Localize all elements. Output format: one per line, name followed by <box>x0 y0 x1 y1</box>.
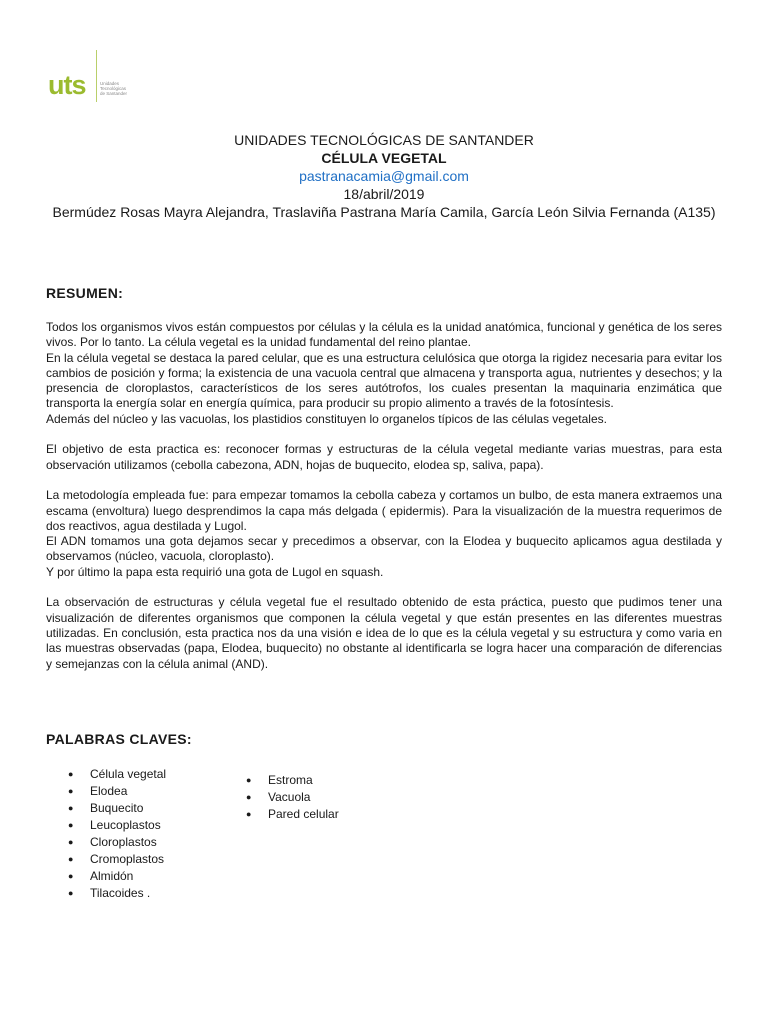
bullet-icon: ● <box>246 792 252 802</box>
keyword-label: Tilacoides . <box>90 886 151 900</box>
bullet-icon: ● <box>68 786 74 796</box>
keyword-label: Almidón <box>90 869 134 883</box>
uts-logo <box>48 48 144 104</box>
logo-mark: uts <box>48 70 86 100</box>
list-item <box>68 868 166 885</box>
logo-divider <box>96 50 97 102</box>
list-item <box>68 817 166 834</box>
keyword-label: Célula vegetal <box>90 767 167 781</box>
document-date: 18/abril/2019 <box>343 186 425 202</box>
bullet-icon: ● <box>68 820 74 830</box>
document-header <box>0 131 768 221</box>
keyword-label: Cromoplastos <box>90 852 165 866</box>
keyword-label: Estroma <box>268 773 313 787</box>
keyword-label: Cloroplastos <box>90 835 157 849</box>
bullet-icon: ● <box>68 837 74 847</box>
author-list: Bermúdez Rosas Mayra Alejandra, Traslaviña Pastrana María Camila, García León Silvia Fernanda (A135) <box>52 204 716 220</box>
bullet-icon: ● <box>68 854 74 864</box>
list-item <box>246 789 339 806</box>
bullet-icon: ● <box>246 809 252 819</box>
bullet-icon: ● <box>68 803 74 813</box>
resumen-paragraph-conclusion: La observación de estructuras y célula vegetal fue el resultado obtenido de esta práctica, puesto que pudimos tener una visualización de diferentes organismos que componen la célula vegetal y que están presentes en las diferentes muestras utilizadas. En conclusión, esta practica nos da una visión e idea de lo que es la célula vegetal y su estructura y como varia en las muestras observadas (papa, Elodea, buquecito) no obstante al identificarla se logra hacer una comparación de diferencias y semejanzas con la célula animal (AND). <box>46 595 722 671</box>
bullet-icon: ● <box>68 888 74 898</box>
keywords-list-column-2 <box>246 772 339 823</box>
list-item <box>68 834 166 851</box>
resumen-heading: RESUMEN: <box>46 285 124 301</box>
resumen-paragraph-intro: Todos los organismos vivos están compuestos por células y la célula es la unidad anatómica, funcional y genética de los seres vivos. Por lo tanto. La célula vegetal es la unidad fundamental del reino plantae. En la célula vegetal se destaca la pared celular, que es una estructura celulósica que otorga la rigidez necesaria para evitar los cambios de posición y forma; la existencia de una vacuola central que almacena y transporta agua, nutrientes y desechos; y la presencia de cloroplastos, característicos de los seres autótrofos, los cuales presentan la maquinaria enzimática que transporta la energía solar en energía química, para producir su propio alimento a través de la fotosíntesis. Además del núcleo y las vacuolas, los plastidios constituyen lo organelos típicos de las células vegetales. <box>46 320 722 426</box>
list-item <box>246 806 339 823</box>
keyword-label: Elodea <box>90 784 128 798</box>
bullet-icon: ● <box>68 769 74 779</box>
keywords-heading: PALABRAS CLAVES: <box>46 731 192 747</box>
list-item <box>68 885 166 902</box>
keyword-label: Pared celular <box>268 807 339 821</box>
keyword-label: Buquecito <box>90 801 144 815</box>
keyword-label: Vacuola <box>268 790 311 804</box>
resumen-body <box>46 320 722 672</box>
author-email-link[interactable]: pastranacamia@gmail.com <box>299 168 469 184</box>
institution-name: UNIDADES TECNOLÓGICAS DE SANTANDER <box>234 132 534 148</box>
list-item <box>68 800 166 817</box>
list-item <box>68 766 166 783</box>
bullet-icon: ● <box>68 871 74 881</box>
list-item <box>68 851 166 868</box>
list-item <box>68 783 166 800</box>
keywords-list-column-1 <box>68 766 166 902</box>
list-item <box>246 772 339 789</box>
resumen-paragraph-objective: El objetivo de esta practica es: reconocer formas y estructuras de la célula vegetal mediante varias muestras, para esta observación utilizamos (cebolla cabezona, ADN, hojas de buquecito, elodea sp, saliva, papa). <box>46 442 722 472</box>
keyword-label: Leucoplastos <box>90 818 161 832</box>
logo-text: Unidades Tecnológicas de Santander <box>100 81 128 96</box>
bullet-icon: ● <box>246 775 252 785</box>
document-title: CÉLULA VEGETAL <box>321 150 447 166</box>
resumen-paragraph-methodology: La metodología empleada fue: para empezar tomamos la cebolla cabeza y cortamos un bulbo, de esta manera extraemos una escama (envoltura) luego desprendimos la capa más delgada ( epidermis). Para la visualización de la muestra requerimos de dos reactivos, agua destilada y Lugol. El ADN tomamos una gota dejamos secar y precedimos a observar, con la Elodea y buquecito aplicamos agua destilada y observamos (núcleo, vacuola, cloroplasto). Y por último la papa esta requirió una gota de Lugol en squash. <box>46 488 722 579</box>
